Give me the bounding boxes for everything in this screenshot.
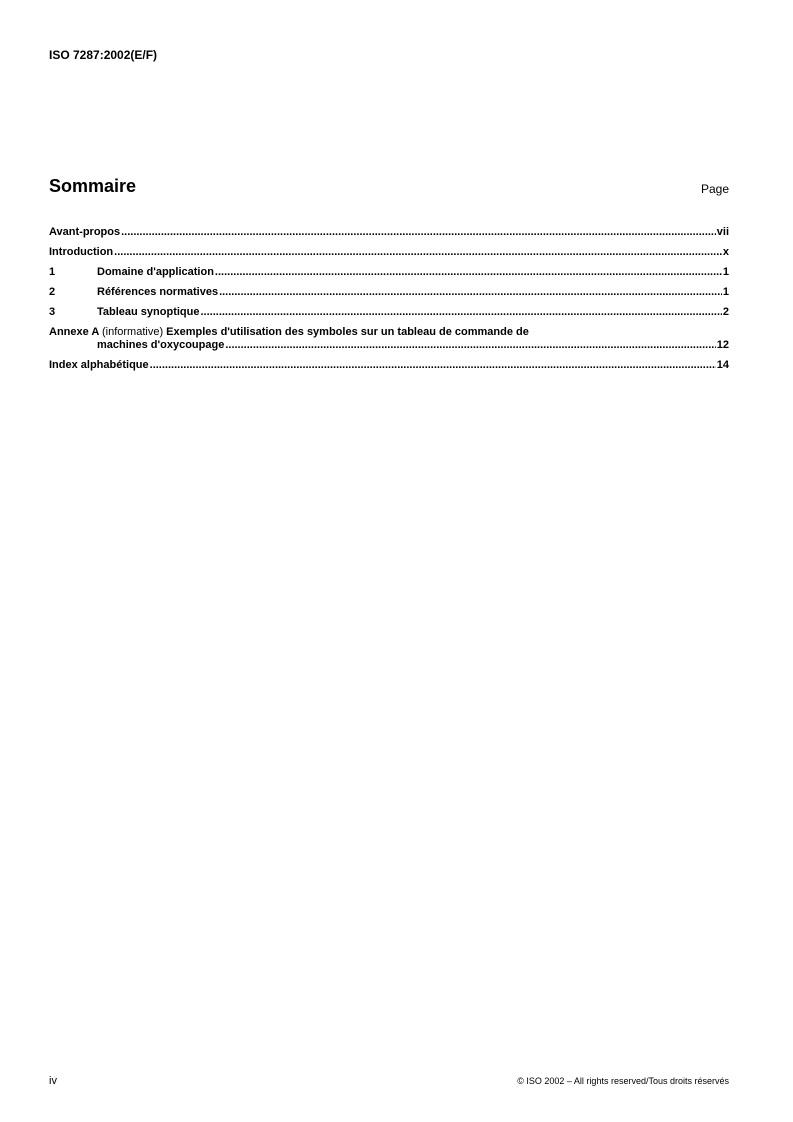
toc-entry-title: Avant-propos	[49, 226, 121, 238]
annex-title-line2: machines d'oxycoupage	[97, 339, 225, 351]
document-id: ISO 7287:2002(E/F)	[49, 48, 158, 62]
footer-copyright: © ISO 2002 – All rights reserved/Tous droits réservés	[517, 1076, 729, 1086]
toc-entry-title: Domaine d'application	[97, 266, 214, 278]
toc-entry-page: vii	[716, 226, 729, 238]
annex-qualifier: (informative)	[101, 326, 164, 338]
toc-entry-synoptic-table[interactable]	[49, 306, 729, 319]
toc-entry-page: 12	[716, 339, 729, 351]
dot-leader	[150, 359, 716, 372]
toc-entry-number: 1	[49, 266, 56, 278]
toc-entry-title: Tableau synoptique	[97, 306, 200, 318]
toc-entry-normative-references[interactable]	[49, 286, 729, 299]
dot-leader	[114, 246, 722, 259]
toc-entry-page: 1	[722, 266, 729, 278]
footer-page-number: iv	[49, 1075, 57, 1087]
toc-entry-number: 3	[49, 306, 56, 318]
dot-leader	[219, 286, 722, 299]
toc-entry-title: Introduction	[49, 246, 114, 258]
dot-leader	[200, 306, 721, 319]
page-column-label: Page	[700, 182, 729, 196]
annex-label: Annexe A	[49, 326, 99, 338]
toc-entry-foreword[interactable]	[49, 226, 729, 239]
toc-entry-annex-a[interactable]	[49, 326, 729, 352]
annex-title-line1: Exemples d'utilisation des symboles sur un tableau de commande de	[166, 326, 529, 338]
toc-entry-number: 2	[49, 286, 56, 298]
dot-leader	[215, 266, 722, 279]
toc-entry-page: 14	[716, 359, 729, 371]
toc-entry-page: 1	[722, 286, 729, 298]
toc-entry-title: Index alphabétique	[49, 359, 149, 371]
toc-title: Sommaire	[49, 176, 137, 196]
toc-entry-title: Références normatives	[97, 286, 219, 298]
toc-entry-scope[interactable]	[49, 266, 729, 279]
toc-entry-introduction[interactable]	[49, 246, 729, 259]
table-of-contents	[49, 226, 729, 379]
dot-leader	[225, 339, 715, 352]
toc-entry-index[interactable]	[49, 359, 729, 372]
toc-entry-page: x	[722, 246, 729, 258]
toc-entry-page: 2	[722, 306, 729, 318]
dot-leader	[121, 226, 716, 239]
